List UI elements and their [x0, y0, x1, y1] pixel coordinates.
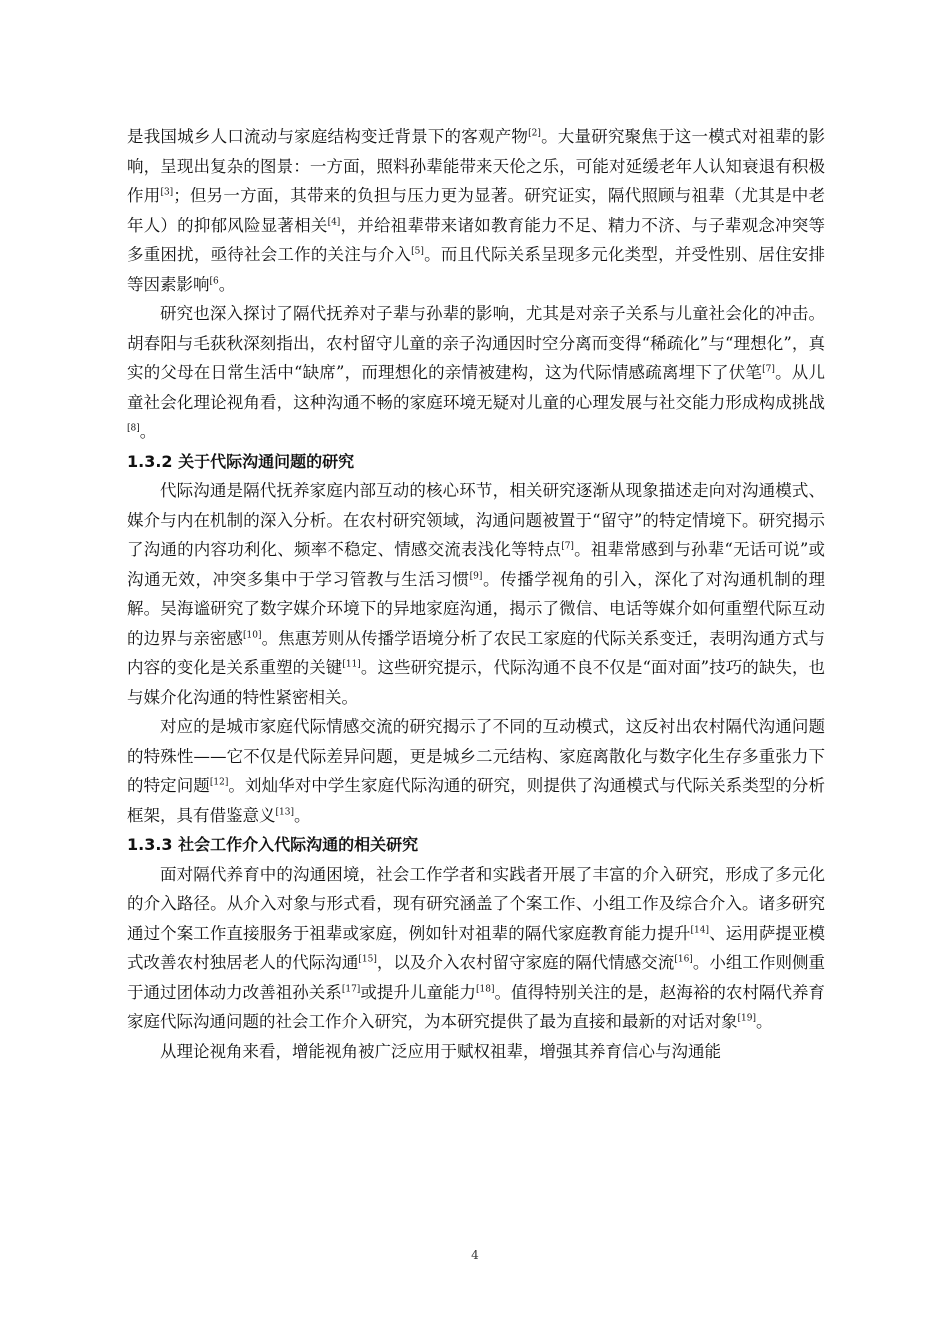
- paragraph: [127, 712, 825, 830]
- text-run: ，并给祖辈带来诸如教育能力不足、精力不济、与子辈观念冲突等多重困扰，亟待社会工作的关注与介入: [127, 215, 826, 264]
- citation-ref: [3]: [160, 187, 174, 198]
- text-run: 。值得特别关注的是，赵海裕的农村隔代养育家庭代际沟通问题的社会工作介入研究，为本研究提供了最为直接和最新的对话对象: [127, 982, 826, 1031]
- citation-ref: [17]: [341, 984, 361, 994]
- text-run: ；但另一方面，其带来的负担与压力更为显著。研究证实，隔代照顾与祖辈（尤其是中老年人）的抑郁风险显著相关: [127, 186, 825, 235]
- citation-ref: [7]: [762, 364, 775, 375]
- citation-ref: [7]: [561, 541, 574, 552]
- citation-ref: [2]: [528, 128, 541, 139]
- citation-ref: [8]: [127, 423, 140, 434]
- paragraph: [127, 1037, 825, 1067]
- citation-ref: [11]: [342, 659, 361, 670]
- text-run: 。祖辈常感到与孙辈“无话可说”或沟通无效，冲突多集中于学习管教与生活习惯: [127, 540, 825, 589]
- text-run: ，以及介入农村留守家庭的隔代情感交流: [376, 953, 675, 972]
- text-run: 。小组工作则侧重于通过团体动力改善祖孙关系: [127, 953, 826, 1002]
- text-run: 、运用萨提亚模式改善农村独居老人的代际沟通: [127, 923, 826, 972]
- citation-ref: [19]: [737, 1013, 756, 1024]
- text-run: 。这些研究提示，代际沟通不良不仅是“面对面”技巧的缺失，也与媒介化沟通的特性紧密相关。: [127, 658, 826, 707]
- text-run: 。: [293, 805, 311, 825]
- body-text: [127, 122, 825, 1066]
- text-run: 。大量研究聚焦于这一模式对祖辈的影响，呈现出复杂的图景：一方面，照料孙辈能带来天伦之乐，可能对延缓老年人认知衰退有积极作用: [127, 127, 826, 205]
- section-heading: 1.3.2 关于代际沟通问题的研究: [127, 451, 355, 471]
- citation-ref: [12]: [209, 777, 229, 788]
- text-run: 。从儿童社会化理论视角看，这种沟通不畅的家庭环境无疑对儿童的心理发展与社交能力形成构成挑战: [127, 363, 826, 412]
- text-run: 研究也深入探讨了隔代抚养对子辈与孙辈的影响，尤其是对亲子关系与儿童社会化的冲击。胡春阳与毛荻秋深刻指出，农村留守儿童的亲子沟通因时空分离而变得“稀疏化”与“理想化”，真实的父母在日常生活中“缺席”，而理想化的亲情被建构，这为代际情感疏离埋下了伏笔: [127, 304, 825, 382]
- citation-ref: [4]: [327, 217, 341, 227]
- citation-ref: [16]: [674, 954, 693, 965]
- text-run: 。焦惠芳则从传播学语境分析了农民工家庭的代际关系变迁，表明沟通方式与内容的变化是关系重塑的关键: [127, 628, 826, 677]
- text-run: 面对隔代养育中的沟通困境，社会工作学者和实践者开展了丰富的介入研究，形成了多元化的介入路径。从介入对象与形式看，现有研究涵盖了个案工作、小组工作及综合介入。诸多研究通过个案工作直接服务于祖辈或家庭，例如针对祖辈的隔代家庭教育能力提升: [127, 864, 825, 943]
- page-number: 4: [471, 1248, 479, 1262]
- text-run: 或提升儿童能力: [360, 982, 477, 1002]
- text-run: 代际沟通是隔代抚养家庭内部互动的核心环节，相关研究逐渐从现象描述走向对沟通模式、媒介与内在机制的深入分析。在农村研究领域，沟通问题被置于“留守”的特定情境下。研究揭示了沟通的内容功利化、频率不稳定、情感交流表浅化等特点: [127, 481, 825, 559]
- citation-ref: [15]: [358, 954, 377, 965]
- text-run: 。: [139, 422, 157, 441]
- citation-ref: [5]: [411, 246, 424, 257]
- paragraph: [127, 476, 825, 712]
- text-run: 。刘灿华对中学生家庭代际沟通的研究，则提供了沟通模式与代际关系类型的分析框架，具有借鉴意义: [127, 776, 826, 825]
- text-run: 。传播学视角的引入，深化了对沟通机制的理解。吴海谧研究了数字媒介环境下的异地家庭沟通，揭示了微信、电话等媒介如何重塑代际互动的边界与亲密感: [127, 569, 826, 648]
- paragraph: [127, 860, 825, 1037]
- text-run: 对应的是城市家庭代际情感交流的研究揭示了不同的互动模式，这反衬出农村隔代沟通问题的特殊性——它不仅是代际差异问题，更是城乡二元结构、家庭离散化与数字化生存多重张力下的特定问题: [127, 717, 825, 795]
- citation-ref: [13]: [275, 807, 294, 817]
- text-run: 。: [218, 274, 236, 294]
- paragraph: [127, 299, 825, 447]
- text-run: 是我国城乡人口流动与家庭结构变迁背景下的客观产物: [127, 127, 529, 146]
- citation-ref: [6: [209, 276, 219, 286]
- paragraph: [127, 122, 825, 299]
- text-run: 。而且代际关系呈现多元化类型，并受性别、居住安排等因素影响: [127, 245, 826, 294]
- text-run: 。: [755, 1012, 773, 1031]
- citation-ref: [9]: [469, 571, 483, 581]
- citation-ref: [10]: [243, 630, 262, 640]
- section-heading: 1.3.3 社会工作介入代际沟通的相关研究: [127, 835, 419, 854]
- text-run: 从理论视角来看，增能视角被广泛应用于赋权祖辈，增强其养育信心与沟通能: [160, 1041, 721, 1061]
- citation-ref: [14]: [690, 925, 709, 935]
- citation-ref: [18]: [476, 984, 495, 994]
